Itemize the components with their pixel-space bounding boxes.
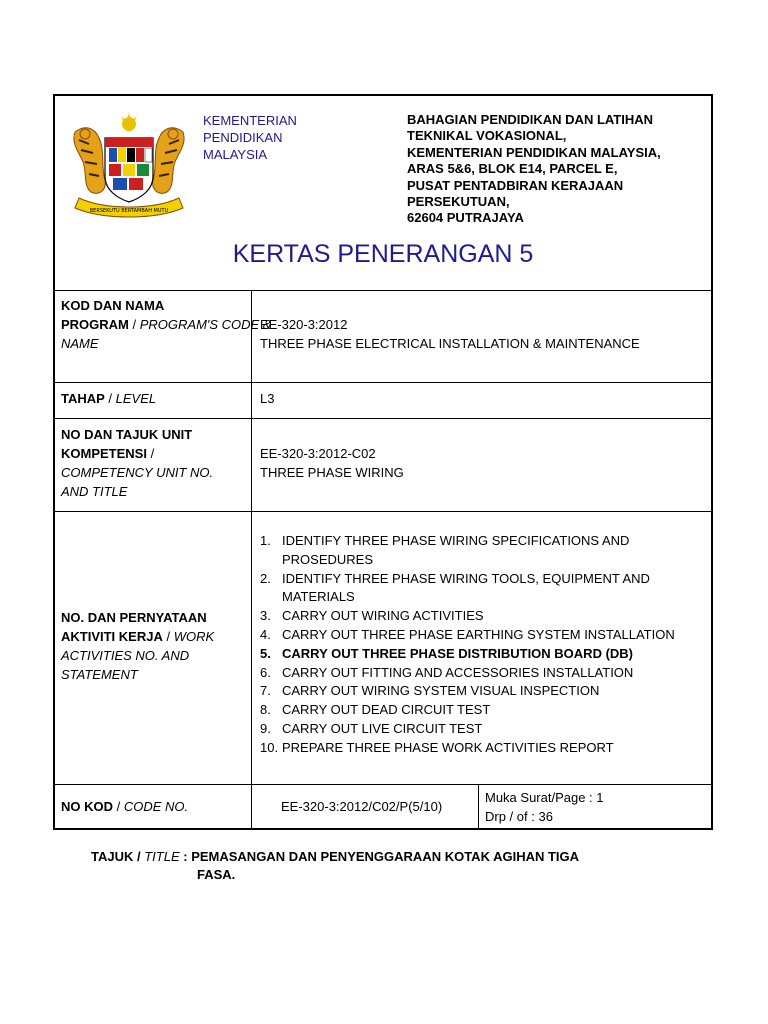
row-divider [55, 784, 711, 785]
ministry-line: KEMENTERIAN [203, 113, 297, 128]
activity-item: 6. CARRY OUT FITTING AND ACCESSORIES INSTALLATION [260, 664, 634, 680]
row-divider [55, 382, 711, 383]
title-line: TAJUK / TITLE : PEMASANGAN DAN PENYENGGARAAN KOTAK AGIHAN TIGA FASA. [91, 849, 580, 882]
ministry-line: MALAYSIA [203, 147, 268, 162]
title-value-cont: FASA. [197, 867, 236, 882]
crest-ribbon-text: BERSEKUTU BERTAMBAH MUTU [89, 208, 169, 214]
activity-item: 10. PREPARE THREE PHASE WORK ACTIVITIES REPORT [260, 739, 614, 755]
row-divider [55, 511, 711, 512]
address-line: PERSEKUTUAN, [407, 194, 510, 210]
program-value: EE-320-3:2012 THREE PHASE ELECTRICAL INSTALLATION & MAINTENANCE [260, 317, 640, 351]
document-frame [53, 94, 713, 830]
code-value: EE-320-3:2012/C02/P(5/10) [281, 799, 443, 814]
page-number: Muka Surat/Page : 1 Drp / of : 36 [485, 790, 604, 824]
address-line: ARAS 5&6, BLOK E14, PARCEL E, [407, 161, 618, 177]
address-line: TEKNIKAL VOKASIONAL, [407, 128, 567, 144]
address-line: PUSAT PENTADBIRAN KERAJAAN [407, 177, 624, 193]
code-label: NO KOD / CODE NO. [61, 799, 189, 814]
column-divider [251, 290, 252, 830]
ministry-name [203, 112, 297, 163]
column-divider-page [478, 784, 479, 830]
activity-item: 1. IDENTIFY THREE PHASE WIRING SPECIFICATIONS AND PROSEDURES [260, 533, 630, 567]
unit-value: EE-320-3:2012-C02 THREE PHASE WIRING [260, 446, 404, 480]
activity-item: 4. CARRY OUT THREE PHASE EARTHING SYSTEM INSTALLATION [260, 626, 675, 642]
activity-item: 7. CARRY OUT WIRING SYSTEM VISUAL INSPECTION [260, 683, 600, 699]
activity-item-current: 5. CARRY OUT THREE PHASE DISTRIBUTION BOARD (DB) [260, 645, 634, 661]
activities-label: NO. DAN PERNYATAAN AKTIVITI KERJA / WORK ACTIVITIES NO. AND STATEMENT [61, 610, 215, 682]
address-line: 62604 PUTRAJAYA [407, 210, 524, 226]
row-divider [55, 418, 711, 419]
address-line: KEMENTERIAN PENDIDIKAN MALAYSIA, [407, 144, 661, 160]
title-value: PEMASANGAN DAN PENYENGGARAAN KOTAK AGIHAN TIGA [191, 849, 580, 864]
malaysia-coat-of-arms-logo [65, 110, 193, 222]
activity-item: 8. CARRY OUT DEAD CIRCUIT TEST [260, 702, 491, 718]
program-label: KOD DAN NAMA PROGRAM / PROGRAM'S CODE & NAME [61, 298, 272, 351]
activities-list [260, 532, 675, 758]
document-title: KERTAS PENERANGAN 5 [232, 240, 534, 268]
activity-item: 3. CARRY OUT WIRING ACTIVITIES [260, 608, 484, 624]
address-line: BAHAGIAN PENDIDIKAN DAN LATIHAN [407, 112, 654, 127]
level-value: L3 [260, 391, 275, 406]
ministry-line: PENDIDIKAN [203, 130, 283, 145]
activity-item: 9. CARRY OUT LIVE CIRCUIT TEST [260, 720, 483, 736]
ministry-address [407, 112, 661, 227]
level-label: TAHAP / LEVEL [61, 391, 157, 406]
activity-item: 2. IDENTIFY THREE PHASE WIRING TOOLS, EQUIPMENT AND MATERIALS [260, 570, 650, 605]
unit-label: NO DAN TAJUK UNIT KOMPETENSI / COMPETENCY UNIT NO. AND TITLE [61, 427, 214, 499]
table-top-border [55, 290, 711, 291]
